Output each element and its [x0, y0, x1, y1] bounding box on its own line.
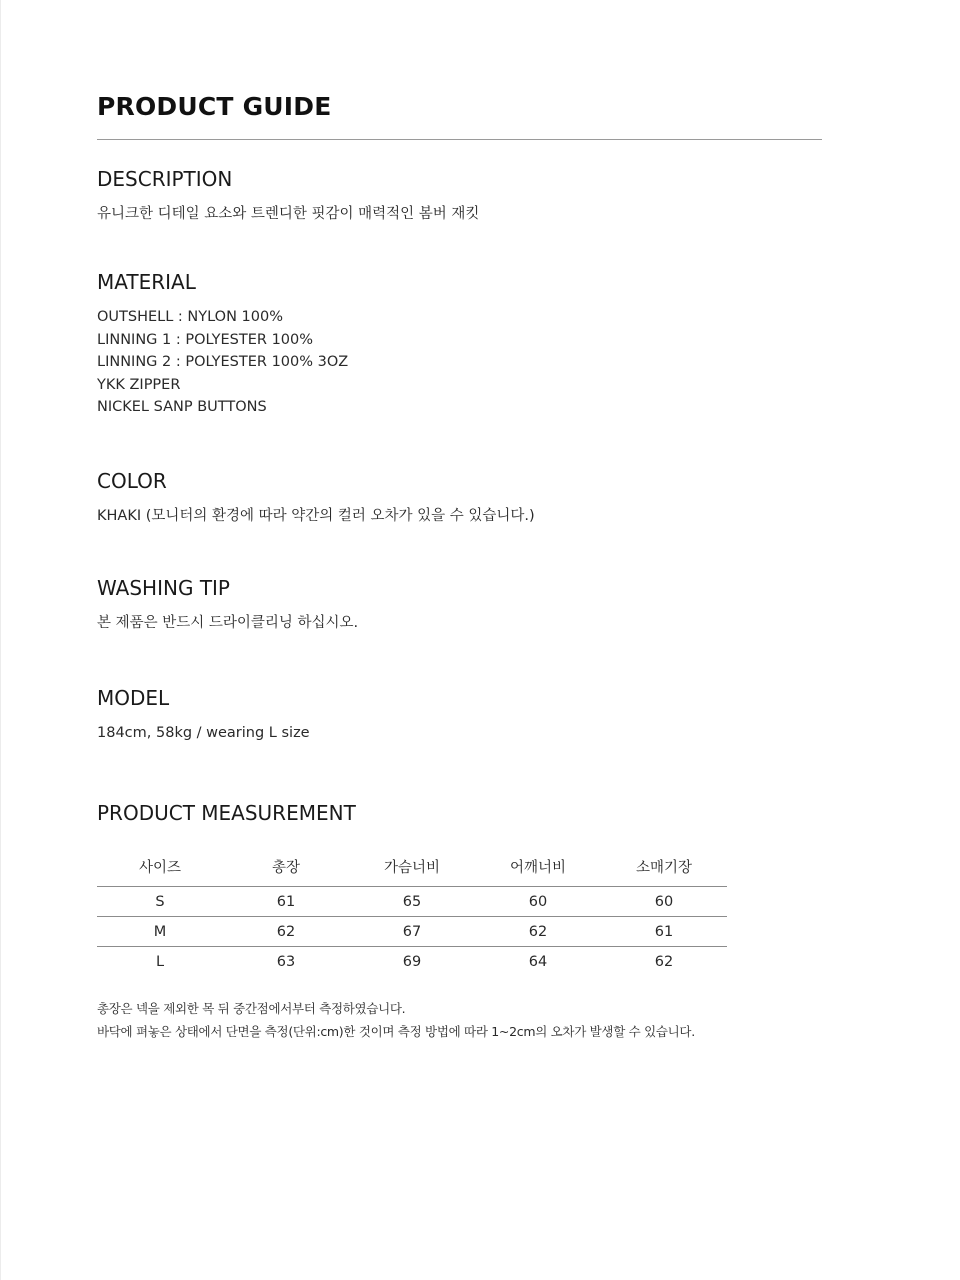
material-line: YKK ZIPPER: [97, 376, 181, 393]
table-cell: S: [97, 887, 223, 917]
description-heading: DESCRIPTION: [97, 167, 233, 191]
table-cell: 64: [528, 953, 548, 970]
description-section: [97, 167, 479, 226]
description-text: 유니크한 디테일 요소와 트렌디한 핏감이 매력적인 봄버 재킷: [97, 206, 480, 222]
table-cell: 60: [475, 887, 601, 917]
material-heading: MATERIAL: [97, 270, 196, 294]
table-row: [97, 887, 727, 917]
table-cell: M: [97, 917, 223, 947]
measurement-notes: [97, 997, 695, 1043]
model-text: 184cm, 58kg / wearing L size: [97, 725, 310, 741]
material-section: [97, 270, 348, 419]
column-header-length: 총장: [223, 846, 349, 887]
table-row: [97, 917, 727, 947]
washing-section: [97, 576, 358, 635]
column-header-chest: 가슴너비: [349, 846, 475, 887]
washing-text: 본 제품은 반드시 드라이클리닝 하십시오.: [97, 615, 359, 631]
table-cell: 63: [276, 953, 296, 970]
table-cell: 61: [223, 887, 349, 917]
table-cell: 69: [402, 953, 422, 970]
table-cell: 65: [349, 887, 475, 917]
table-row: [97, 947, 727, 977]
column-header-shoulder: 어깨너비: [475, 846, 601, 887]
measurement-heading: PRODUCT MEASUREMENT: [97, 801, 356, 825]
model-heading: MODEL: [97, 686, 170, 710]
color-heading: COLOR: [97, 469, 167, 493]
measurement-table: [97, 846, 727, 976]
table-cell: 67: [349, 917, 475, 947]
material-line: OUTSHELL : NYLON 100%: [97, 309, 284, 325]
color-text: KHAKI (모니터의 환경에 따라 약간의 컬러 오차가 있을 수 있습니다.): [97, 508, 535, 524]
page-title: PRODUCT GUIDE: [97, 92, 332, 121]
column-header-sleeve: 소매기장: [601, 846, 727, 887]
washing-heading: WASHING TIP: [97, 576, 230, 600]
measurement-section: [97, 801, 356, 825]
table-header-row: [97, 846, 727, 887]
color-section: [97, 469, 535, 528]
table-cell: 60: [601, 887, 727, 917]
measurement-note: 총장은 넥을 제외한 목 뒤 중간점에서부터 측정하였습니다.: [97, 1001, 406, 1016]
material-line: LINNING 1 : POLYESTER 100%: [97, 331, 314, 348]
table-cell: L: [155, 953, 165, 970]
measurement-note: 바닥에 펴놓은 상태에서 단면을 측정(단위:cm)한 것이며 측정 방법에 따라 1~2cm의 오차가 발생할 수 있습니다.: [97, 1024, 695, 1039]
material-list: [97, 306, 348, 419]
column-header-size: 사이즈: [97, 846, 223, 887]
title-divider: [97, 139, 822, 140]
material-line: LINNING 2 : POLYESTER 100% 3OZ: [97, 354, 349, 371]
table-cell: 61: [601, 917, 727, 947]
table-cell: 62: [223, 917, 349, 947]
table-cell: 62: [654, 953, 674, 970]
model-section: [97, 686, 310, 745]
material-line: NICKEL SANP BUTTONS: [97, 399, 267, 416]
table-cell: 62: [475, 917, 601, 947]
